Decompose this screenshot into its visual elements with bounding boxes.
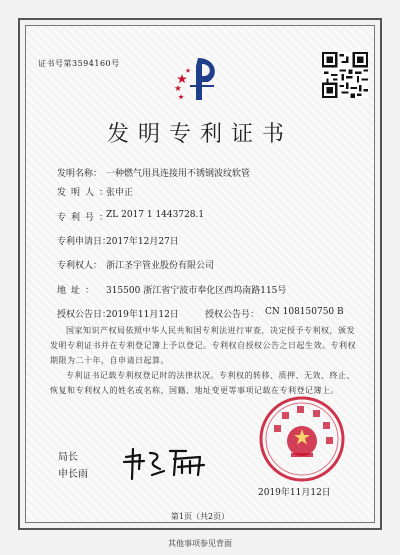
- handwritten-signature: [120, 445, 210, 481]
- chief-name: 申长雨: [58, 469, 88, 480]
- grant-number-label: 授权公告号：: [205, 310, 260, 320]
- patentee-value: 浙江圣宇管业股份有限公司: [106, 261, 215, 271]
- grant-number-value: CN 108150750 B: [265, 307, 344, 317]
- page-indicator: 第1页（共2页）: [170, 512, 230, 521]
- address-value: 315500 浙江省宁波市奉化区西坞南路115号: [106, 286, 287, 296]
- certificate-number: 证书号第3594160号: [38, 59, 120, 68]
- application-date-value: 2017年12月27日: [106, 237, 179, 247]
- seal-date: 2019年11月12日: [258, 488, 331, 498]
- national-ip-office-seal: [258, 395, 346, 483]
- inventor-label: 发明人：: [57, 188, 114, 198]
- footer-note: 其他事项参见背面: [168, 539, 232, 548]
- patent-number-label: 专利号：: [57, 213, 114, 223]
- address-label: 地址：: [57, 286, 100, 296]
- chief-title: 局长: [58, 452, 78, 463]
- patent-number-value: ZL 2017 1 1443728.1: [106, 210, 205, 220]
- patent-office-logo: [170, 52, 230, 104]
- grant-date-value: 2019年11月12日: [106, 310, 179, 320]
- legal-status-paragraph: 专利证书记载专利权登记时的法律状况。专利权的转移、质押、无效、终止、恢复和专利权人的姓名或名称、国籍、地址变更等事项记载在专利登记簿上。: [50, 371, 355, 395]
- grant-statement-paragraph: 国家知识产权局依照中华人民共和国专利法进行审查，决定授予专利权，颁发发明专利证书并在专利登记簿上予以登记。专利权自授权公告之日起生效。专利权期限为二十年，自申请日起算。: [50, 326, 356, 365]
- patentee-label: 专利权人：: [57, 261, 103, 271]
- inventor-value: 张申正: [106, 188, 134, 198]
- qr-code: [322, 52, 368, 98]
- invention-name-label: 发明名称：: [57, 169, 103, 179]
- invention-name-value: 一种燃气用具连接用不锈钢波纹软管: [106, 169, 251, 179]
- application-date-label: 专利申请日：: [57, 237, 112, 247]
- grant-date-label: 授权公告日：: [57, 310, 112, 320]
- certificate-title: 发明专利证书: [106, 122, 293, 147]
